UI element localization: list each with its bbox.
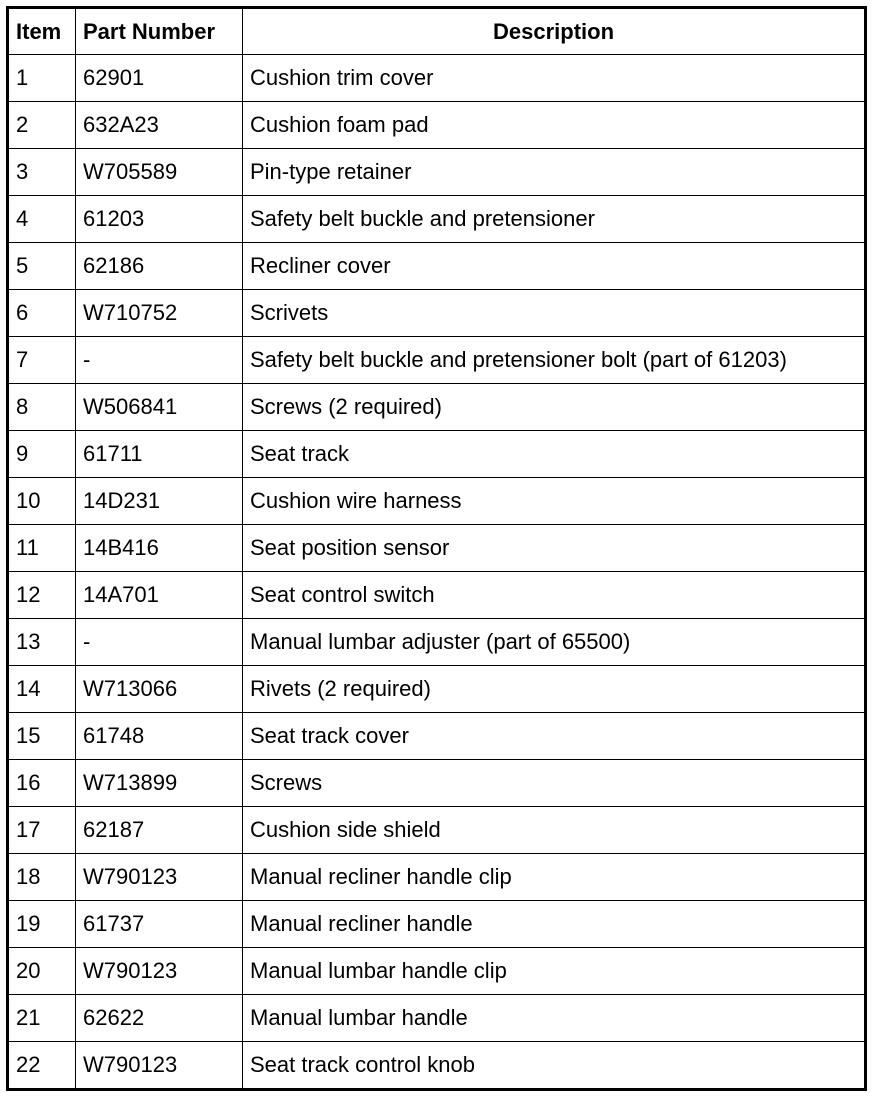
header-description: Description — [243, 8, 866, 55]
cell-description: Safety belt buckle and pretensioner bolt (part of 61203) — [243, 337, 866, 384]
table-row — [8, 243, 866, 290]
cell-item: 12 — [8, 572, 76, 619]
table-row — [8, 666, 866, 713]
table-row — [8, 854, 866, 901]
cell-part-number: W713899 — [76, 760, 243, 807]
cell-description: Cushion side shield — [243, 807, 866, 854]
cell-part-number: 62901 — [76, 55, 243, 102]
cell-part-number: 14D231 — [76, 478, 243, 525]
cell-item: 10 — [8, 478, 76, 525]
cell-description: Seat track control knob — [243, 1042, 866, 1090]
table-row — [8, 1042, 866, 1090]
cell-item: 22 — [8, 1042, 76, 1090]
table-row — [8, 337, 866, 384]
cell-part-number: 14A701 — [76, 572, 243, 619]
cell-part-number: W506841 — [76, 384, 243, 431]
cell-part-number: 14B416 — [76, 525, 243, 572]
cell-item: 5 — [8, 243, 76, 290]
cell-item: 8 — [8, 384, 76, 431]
table-body — [8, 55, 866, 1090]
cell-description: Cushion trim cover — [243, 55, 866, 102]
cell-item: 9 — [8, 431, 76, 478]
table-header — [8, 8, 866, 55]
cell-item: 17 — [8, 807, 76, 854]
cell-description: Recliner cover — [243, 243, 866, 290]
cell-description: Screws — [243, 760, 866, 807]
cell-item: 4 — [8, 196, 76, 243]
cell-item: 2 — [8, 102, 76, 149]
cell-description: Manual lumbar handle — [243, 995, 866, 1042]
cell-part-number: 61203 — [76, 196, 243, 243]
cell-item: 18 — [8, 854, 76, 901]
cell-description: Scrivets — [243, 290, 866, 337]
cell-part-number: 62186 — [76, 243, 243, 290]
cell-item: 13 — [8, 619, 76, 666]
table-row — [8, 478, 866, 525]
table-row — [8, 149, 866, 196]
cell-part-number: W790123 — [76, 948, 243, 995]
cell-description: Manual lumbar handle clip — [243, 948, 866, 995]
cell-description: Seat track — [243, 431, 866, 478]
table-row — [8, 995, 866, 1042]
cell-part-number: 61737 — [76, 901, 243, 948]
table-row — [8, 760, 866, 807]
cell-part-number: 61711 — [76, 431, 243, 478]
table-row — [8, 384, 866, 431]
cell-part-number: W705589 — [76, 149, 243, 196]
table-row — [8, 948, 866, 995]
table-row — [8, 55, 866, 102]
cell-item: 1 — [8, 55, 76, 102]
cell-part-number: W790123 — [76, 1042, 243, 1090]
header-part-number: Part Number — [76, 8, 243, 55]
cell-item: 3 — [8, 149, 76, 196]
cell-part-number: 62187 — [76, 807, 243, 854]
parts-table — [6, 6, 867, 1091]
table-row — [8, 196, 866, 243]
table-row — [8, 713, 866, 760]
header-item: Item — [8, 8, 76, 55]
cell-description: Manual recliner handle — [243, 901, 866, 948]
cell-description: Cushion wire harness — [243, 478, 866, 525]
cell-description: Seat control switch — [243, 572, 866, 619]
cell-item: 14 — [8, 666, 76, 713]
cell-description: Seat position sensor — [243, 525, 866, 572]
table-row — [8, 619, 866, 666]
cell-description: Screws (2 required) — [243, 384, 866, 431]
cell-description: Rivets (2 required) — [243, 666, 866, 713]
cell-description: Cushion foam pad — [243, 102, 866, 149]
cell-item: 19 — [8, 901, 76, 948]
cell-part-number: 61748 — [76, 713, 243, 760]
cell-part-number: W713066 — [76, 666, 243, 713]
cell-description: Manual lumbar adjuster (part of 65500) — [243, 619, 866, 666]
cell-part-number: 632A23 — [76, 102, 243, 149]
cell-description: Seat track cover — [243, 713, 866, 760]
header-row — [8, 8, 866, 55]
table-row — [8, 431, 866, 478]
table-row — [8, 807, 866, 854]
cell-item: 21 — [8, 995, 76, 1042]
cell-item: 7 — [8, 337, 76, 384]
cell-item: 6 — [8, 290, 76, 337]
table-row — [8, 901, 866, 948]
cell-part-number: 62622 — [76, 995, 243, 1042]
table-row — [8, 525, 866, 572]
cell-part-number: - — [76, 619, 243, 666]
cell-part-number: W710752 — [76, 290, 243, 337]
cell-item: 16 — [8, 760, 76, 807]
cell-description: Manual recliner handle clip — [243, 854, 866, 901]
cell-item: 20 — [8, 948, 76, 995]
cell-description: Pin-type retainer — [243, 149, 866, 196]
table-row — [8, 572, 866, 619]
cell-description: Safety belt buckle and pretensioner — [243, 196, 866, 243]
cell-item: 15 — [8, 713, 76, 760]
table-row — [8, 102, 866, 149]
cell-part-number: - — [76, 337, 243, 384]
cell-item: 11 — [8, 525, 76, 572]
table-row — [8, 290, 866, 337]
cell-part-number: W790123 — [76, 854, 243, 901]
